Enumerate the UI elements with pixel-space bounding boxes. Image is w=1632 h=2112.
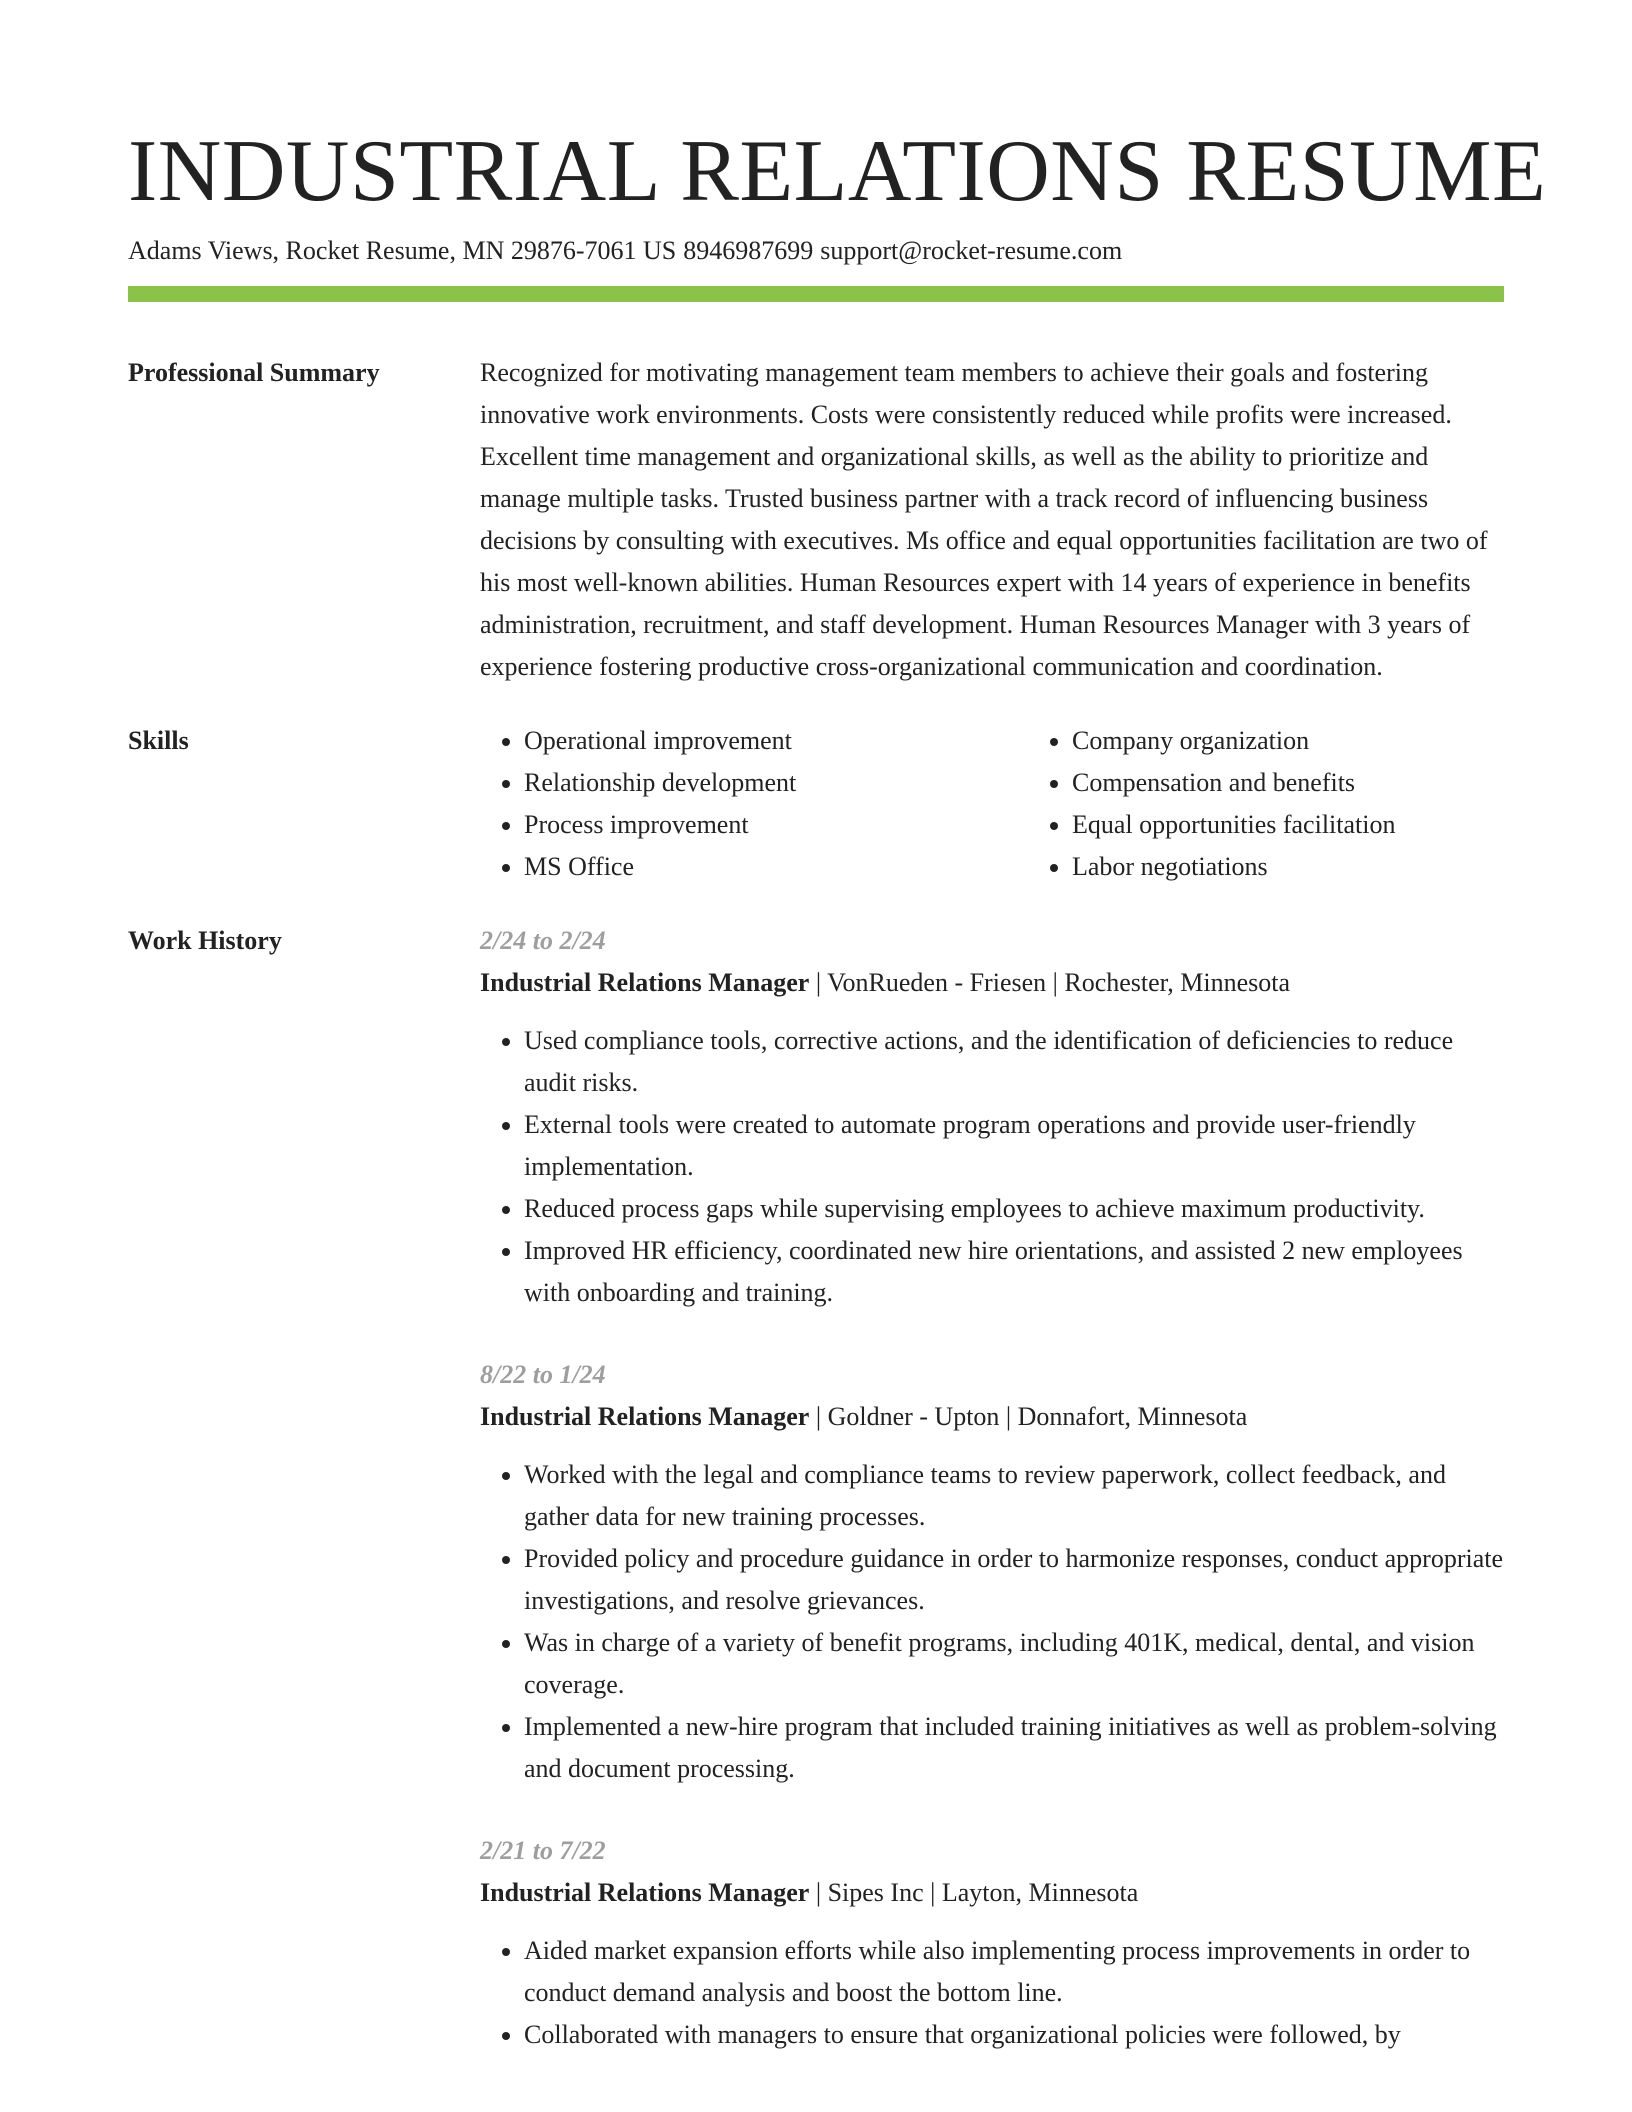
contact-phone: 8946987699: [683, 236, 814, 265]
section-label-work: Work History: [128, 926, 282, 955]
job-bullet: • Provided policy and procedure guidance in order to harmonize responses, conduct appropriate investigations, and resolve grievances.: [524, 1538, 1504, 1622]
skill-item: • Company organization: [1072, 720, 1576, 762]
job-entry: [480, 920, 1504, 1314]
skills-list-left: [480, 720, 1028, 888]
job-dates: 8/22 to 1/24: [480, 1360, 606, 1389]
job-bullet: • External tools were created to automate program operations and provide user-friendly implementation.: [524, 1104, 1504, 1188]
job-dates: 2/21 to 7/22: [480, 1836, 606, 1865]
job-location: Layton, Minnesota: [941, 1878, 1139, 1907]
skill-item: • Relationship development: [524, 762, 1028, 804]
job-company: Sipes Inc: [827, 1878, 924, 1907]
job-bullet: • Collaborated with managers to ensure that organizational policies were followed, by: [524, 2014, 1504, 2056]
job-entry: [480, 1830, 1504, 2056]
section-label-summary: Professional Summary: [128, 358, 380, 387]
contact-email: support@rocket-resume.com: [820, 236, 1123, 265]
skills-section: [128, 720, 1504, 888]
professional-summary-section: [128, 352, 1504, 688]
skill-item: • Labor negotiations: [1072, 846, 1576, 888]
job-heading: [480, 1396, 1504, 1438]
job-title: Industrial Relations Manager: [480, 1878, 810, 1907]
job-title: Industrial Relations Manager: [480, 968, 810, 997]
job-bullets: [480, 1020, 1504, 1314]
skill-item: • Operational improvement: [524, 720, 1028, 762]
job-location: Rochester, Minnesota: [1064, 968, 1291, 997]
skill-item: • Process improvement: [524, 804, 1028, 846]
skill-item: • MS Office: [524, 846, 1028, 888]
contact-address: Adams Views, Rocket Resume, MN 29876-7061 US: [128, 236, 677, 265]
job-heading: [480, 1872, 1504, 1914]
section-label-skills: Skills: [128, 726, 189, 755]
job-separator: |: [809, 968, 828, 997]
skills-grid: [480, 720, 1576, 888]
job-bullet: • Used compliance tools, corrective actions, and the identification of deficiencies to reduce audit risks.: [524, 1020, 1504, 1104]
job-separator: |: [999, 1402, 1018, 1431]
work-history-section: [128, 920, 1504, 2096]
job-bullet: • Improved HR efficiency, coordinated new hire orientations, and assisted 2 new employees with onboarding and training.: [524, 1230, 1504, 1314]
job-dates: 2/24 to 2/24: [480, 926, 606, 955]
job-title: Industrial Relations Manager: [480, 1402, 810, 1431]
job-bullet: • Reduced process gaps while supervising employees to achieve maximum productivity.: [524, 1188, 1504, 1230]
skills-list-right: [1028, 720, 1576, 888]
job-company: VonRueden - Friesen: [827, 968, 1047, 997]
job-separator: |: [809, 1878, 828, 1907]
job-heading: [480, 962, 1504, 1004]
resume-page: [128, 0, 1547, 2096]
job-location: Donnafort, Minnesota: [1017, 1402, 1248, 1431]
job-separator: |: [809, 1402, 828, 1431]
job-bullets: [480, 1454, 1504, 1790]
job-separator: |: [1046, 968, 1065, 997]
work-history-body: [480, 920, 1504, 2096]
job-company: Goldner - Upton: [827, 1402, 1000, 1431]
job-bullet: • Implemented a new-hire program that included training initiatives as well as problem-solving and document processing.: [524, 1706, 1504, 1790]
job-bullet: • Worked with the legal and compliance teams to review paperwork, collect feedback, and gather data for new training processes.: [524, 1454, 1504, 1538]
job-bullets: [480, 1930, 1504, 2056]
resume-title: INDUSTRIAL RELATIONS RESUME: [128, 123, 1547, 220]
job-entry: [480, 1354, 1504, 1790]
job-bullet: • Aided market expansion efforts while also implementing process improvements in order to conduct demand analysis and boost the bottom line.: [524, 1930, 1504, 2014]
summary-text: Recognized for motivating management team members to achieve their goals and fostering innovative work environments. Costs were consistently reduced while profits were increased. Excellent time management and organizational skills, as well as the ability to prioritize and manage multiple tasks. Trusted business partner with a track record of influencing business decisions by consulting with executives. Ms office and equal opportunities facilitation are two of his most well-known abilities. Human Resources expert with 14 years of experience in benefits administration, recruitment, and staff development. Human Resources Manager with 3 years of experience fostering productive cross-organizational communication and coordination.: [480, 358, 1488, 681]
header-divider: [128, 286, 1504, 302]
job-separator: |: [923, 1878, 942, 1907]
skill-item: • Equal opportunities facilitation: [1072, 804, 1576, 846]
job-bullet: • Was in charge of a variety of benefit programs, including 401K, medical, dental, and vision coverage.: [524, 1622, 1504, 1706]
skill-item: • Compensation and benefits: [1072, 762, 1576, 804]
contact-line: [128, 234, 1504, 268]
